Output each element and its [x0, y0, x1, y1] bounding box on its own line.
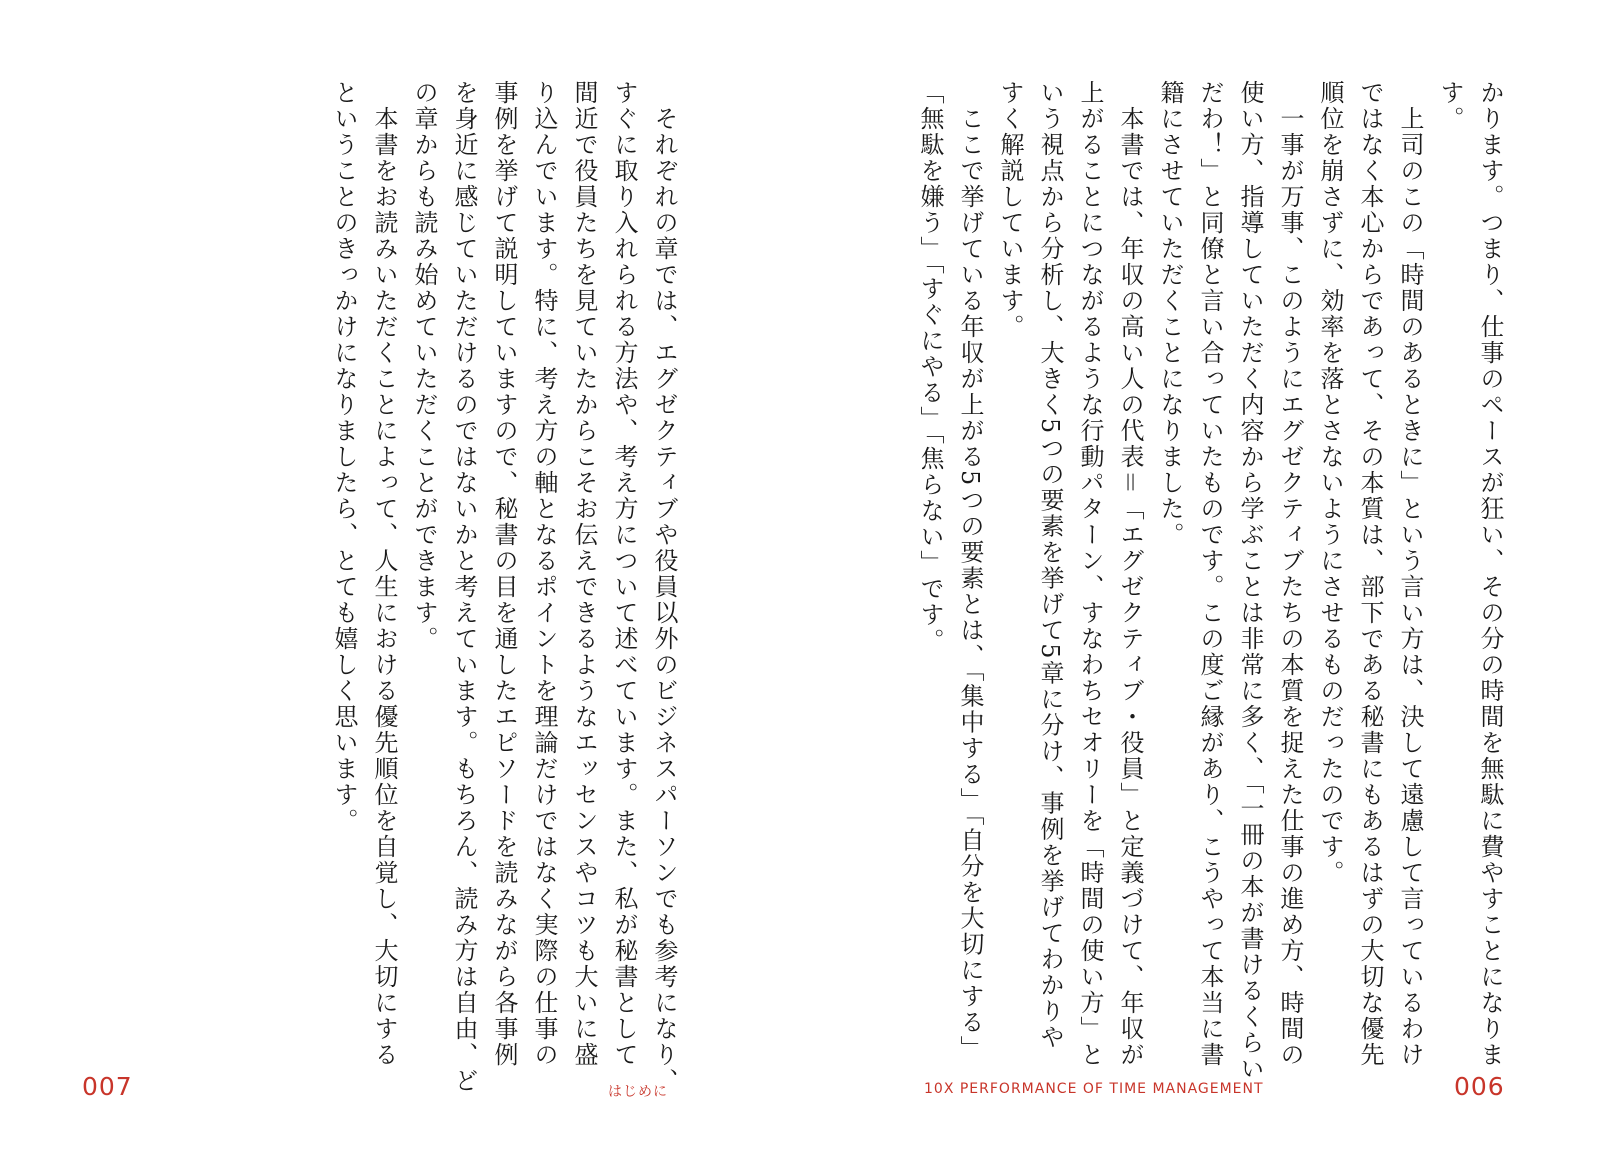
- text-column: り込んでいます。特に、考え方の軸となるポイントを理論だけではなく実際の仕事の: [530, 80, 558, 1068]
- text-column: 使い方、指導していただく内容から学ぶことは非常に多く、「一冊の本が書けるくらい: [1236, 80, 1264, 1082]
- text-column: す。: [1436, 80, 1464, 132]
- text-column: を身近に感じていただけるのではないかと考えています。もちろん、読み方は自由、ど: [450, 80, 478, 1094]
- running-head: 10X PERFORMANCE OF TIME MANAGEMENT: [924, 1081, 1264, 1097]
- text-column: すぐに取り入れられる方法や、考え方について述べています。また、私が秘書として: [610, 80, 638, 1068]
- text-column: ではなく本心からであって、その本質は、部下である秘書にもあるはずの大切な優先: [1356, 80, 1384, 1068]
- text-column: ということのきっかけになりましたら、とても嬉しく思います。: [330, 80, 358, 834]
- text-column: それぞれの章では、エグゼクティブや役員以外のビジネスパーソンでも参考になり、: [650, 80, 678, 1094]
- text-column: 間近で役員たちを見ていたからこそお伝えできるようなエッセンスやコツも大いに盛: [570, 80, 598, 1068]
- text-column: だわ！」と同僚と言い合っていたものです。この度ご縁があり、こうやって本当に書: [1196, 80, 1224, 1068]
- text-column: 籍にさせていただくことになりました。: [1156, 80, 1184, 548]
- text-column: 事例を挙げて説明していますので、秘書の目を通したエピソードを読みながら各事例: [490, 80, 518, 1068]
- running-head: はじめに: [608, 1084, 668, 1100]
- text-column: ここで挙げている年収が上がる5つの要素とは、「集中する」「自分を大切にする」: [956, 80, 984, 1062]
- text-column: 一事が万事、このようにエグゼクティブたちの本質を捉えた仕事の進め方、時間の: [1276, 80, 1304, 1068]
- text-column: 「無駄を嫌う」「すぐにやる」「焦らない」です。: [916, 80, 944, 654]
- page-number: 007: [82, 1072, 133, 1101]
- text-column: 上がることにつながるような行動パターン、すなわちセオリーを「時間の使い方」と: [1076, 80, 1104, 1068]
- text-column: 上司のこの「時間のあるときに」という言い方は、決して遠慮して言っているわけ: [1396, 80, 1424, 1068]
- text-column: いう視点から分析し、大きく5つの要素を挙げて5章に分け、事例を挙げてわかりや: [1036, 80, 1064, 1051]
- text-column: すく解説しています。: [996, 80, 1024, 340]
- text-column: 順位を崩さずに、効率を落とさないようにさせるものだったのです。: [1316, 80, 1344, 886]
- text-column: かります。つまり、仕事のペースが狂い、その分の時間を無駄に費やすことになりま: [1476, 80, 1504, 1068]
- text-column: 本書では、年収の高い人の代表＝「エグゼクティブ・役員」と定義づけて、年収が: [1116, 80, 1144, 1068]
- page-number: 006: [1454, 1072, 1505, 1101]
- text-column: 本書をお読みいただくことによって、人生における優先順位を自覚し、大切にする: [370, 80, 398, 1068]
- text-column: の章からも読み始めていただくことができます。: [410, 80, 438, 652]
